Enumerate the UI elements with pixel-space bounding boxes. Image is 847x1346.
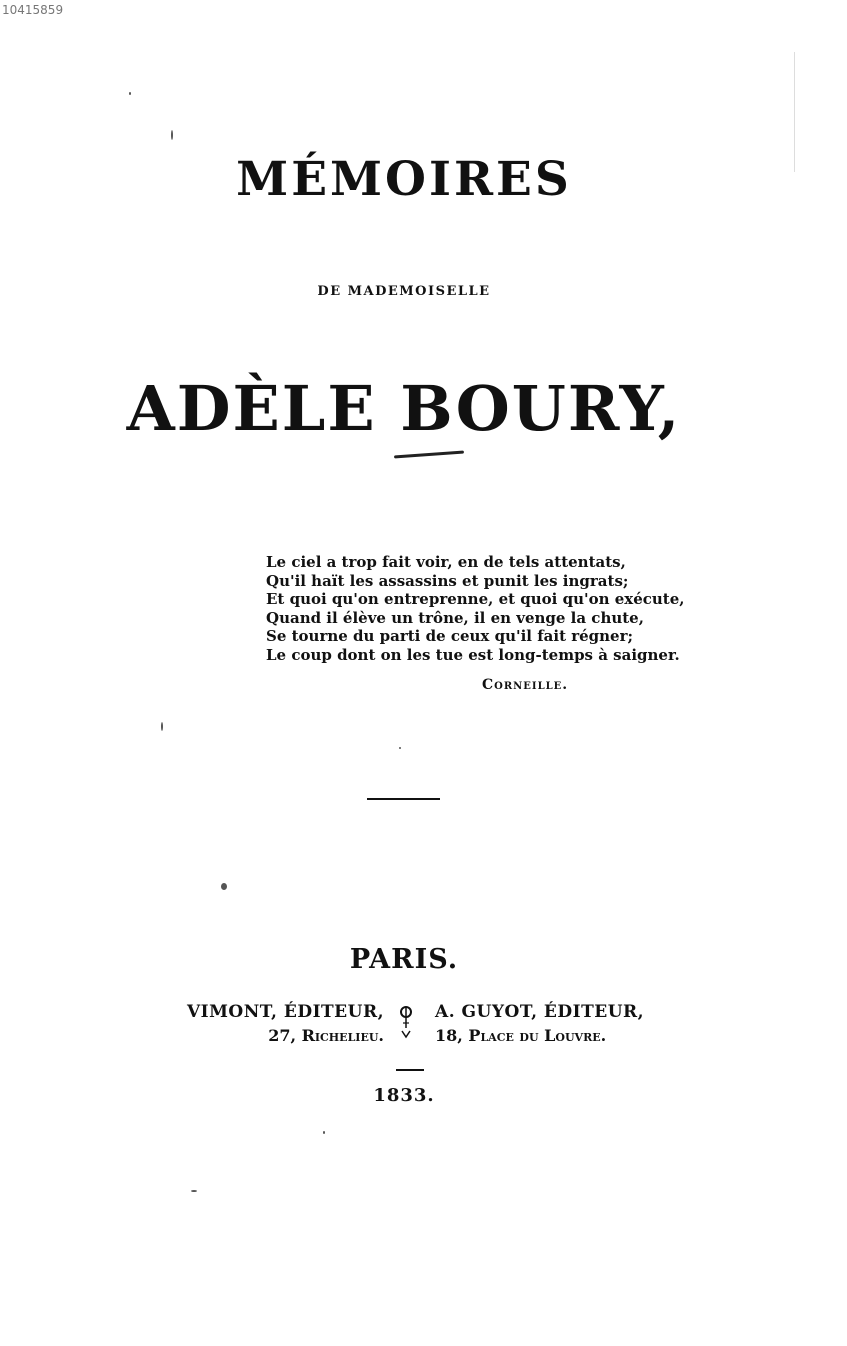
epigraph-line: Le coup dont on les tue est long-temps à saigner.: [266, 645, 680, 664]
epigraph-author: Corneille.: [482, 677, 569, 693]
imprint-city: PARIS.: [349, 944, 459, 975]
publisher-left-name: VIMONT, ÉDITEUR,: [186, 1002, 384, 1022]
epigraph-line: Quand il élève un trône, il en venge la chute,: [266, 608, 644, 627]
epigraph-line: Qu'il haït les assassins et punit les ingrats;: [266, 571, 629, 590]
publisher-right-name: A. GUYOT, ÉDITEUR,: [435, 1002, 645, 1022]
separator-rule-short: [396, 1069, 424, 1071]
scan-speck: [399, 747, 401, 749]
publisher-left-address: 27, Richelieu.: [268, 1026, 384, 1045]
scan-speck: [191, 1190, 197, 1192]
printer-mark-icon: [396, 1004, 416, 1040]
catalog-stamp: 10415859: [2, 3, 64, 17]
epigraph: [266, 553, 686, 664]
scan-speck: [323, 1131, 325, 1134]
scan-speck: [221, 883, 227, 890]
scan-speck: [171, 130, 173, 140]
title-name: ADÈLE BOURY,: [126, 372, 682, 445]
scan-speck: [161, 722, 163, 731]
title-sub: DE MADEMOISELLE: [317, 284, 491, 299]
epigraph-line: Et quoi qu'on entreprenne, et quoi qu'on exécute,: [266, 590, 685, 608]
separator-rule: [367, 798, 440, 800]
scan-speck: [129, 92, 131, 95]
publisher-right: [435, 1000, 695, 1048]
ink-stroke-ornament: [394, 451, 464, 459]
publisher-left: [174, 1000, 384, 1048]
title-main: MÉMOIRES: [236, 152, 572, 207]
epigraph-line: Se tourne du parti de ceux qu'il fait régner;: [266, 627, 634, 645]
imprint-year: 1833.: [373, 1085, 435, 1106]
epigraph-line: Le ciel a trop fait voir, en de tels attentats,: [266, 553, 626, 571]
publisher-right-address: 18, Place du Louvre.: [435, 1026, 607, 1045]
